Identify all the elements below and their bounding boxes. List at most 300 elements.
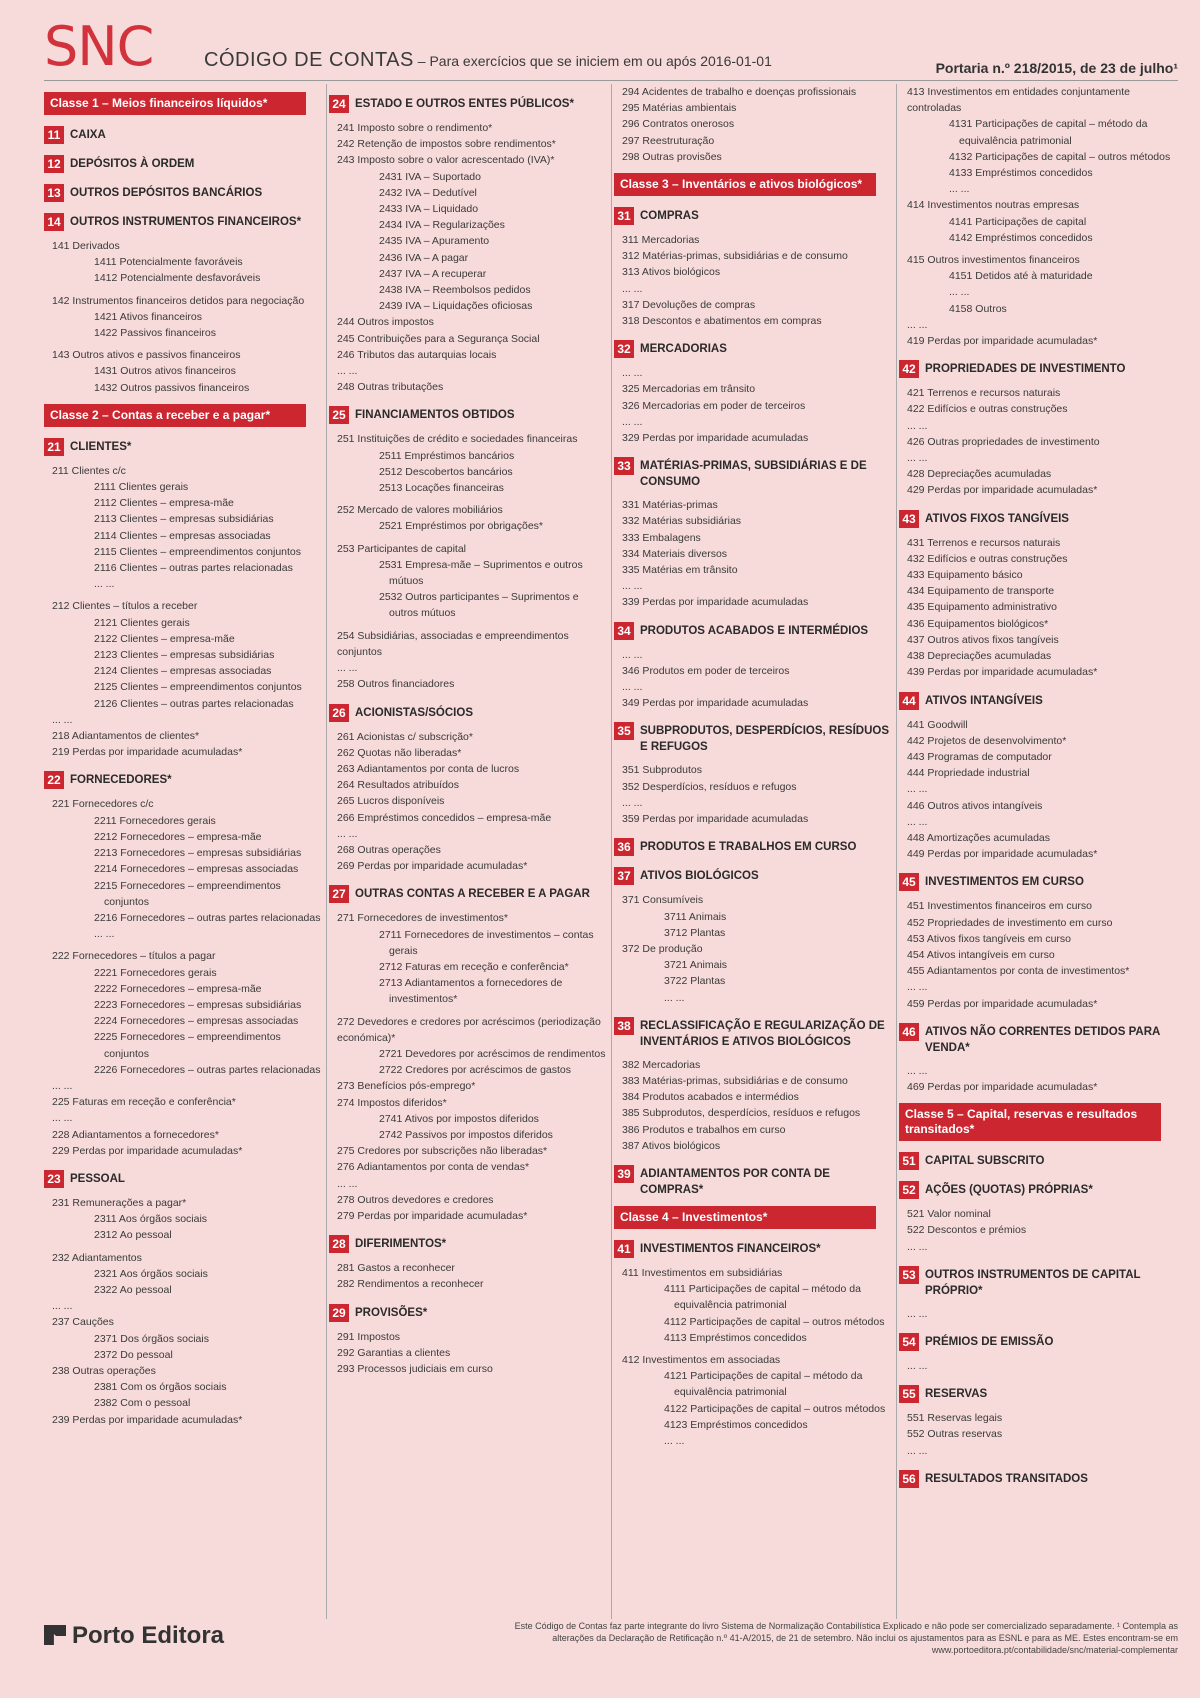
account-item: 419 Perdas por imparidade acumuladas*: [907, 335, 1098, 348]
account-item: 449 Perdas por imparidade acumuladas*: [907, 848, 1098, 861]
account-item: 238 Outras operações: [52, 1364, 156, 1377]
account-item: 278 Outros devedores e credores: [337, 1193, 494, 1206]
subaccount-item: 2112 Clientes – empresa-mãe: [94, 497, 234, 510]
subaccount-item: 4123 Empréstimos concedidos: [664, 1418, 808, 1431]
account-item: 372 De produção: [622, 942, 703, 955]
account-item: 455 Adiantamentos por conta de investimentos*: [907, 965, 1130, 978]
account-number-badge: 28: [329, 1235, 349, 1253]
account-number-badge: 39: [614, 1165, 634, 1183]
subaccount-item: 4111 Participações de capital – método da equivalência patrimonial: [664, 1283, 861, 1312]
subaccount-item: 3721 Animais: [664, 959, 728, 972]
account-heading: [329, 95, 610, 113]
account-heading: [614, 838, 895, 856]
account-item: 281 Gastos a reconhecer: [337, 1262, 455, 1275]
subaccount-item: 2741 Ativos por impostos diferidos: [379, 1112, 539, 1125]
subaccount-item: 2438 IVA – Reembolsos pedidos: [379, 284, 531, 297]
account-number-badge: 43: [899, 510, 919, 528]
account-item: 428 Depreciações acumuladas: [907, 468, 1052, 481]
account-number-badge: 25: [329, 406, 349, 424]
account-item: 469 Perdas por imparidade acumuladas*: [907, 1080, 1098, 1093]
account-item: 439 Perdas por imparidade acumuladas*: [907, 666, 1098, 679]
title-subtitle: – Para exercícios que se iniciem em ou após 2016-01-01: [413, 53, 772, 69]
document-title: [204, 49, 772, 72]
account-heading-label: FORNECEDORES*: [70, 774, 172, 787]
account-item: 386 Produtos e trabalhos em curso: [622, 1123, 786, 1136]
account-heading-label: ATIVOS NÃO CORRENTES DETIDOS PARA VENDA*: [925, 1025, 1160, 1054]
account-item: 212 Clientes – títulos a receber: [52, 600, 198, 613]
account-item: ... ...: [337, 1177, 358, 1190]
account-heading: [899, 510, 1180, 528]
subaccount-item: 2382 Com o pessoal: [94, 1397, 191, 1410]
account-item: 332 Matérias subsidiárias: [622, 515, 742, 528]
account-number-badge: 56: [899, 1470, 919, 1488]
account-item: 433 Equipamento básico: [907, 569, 1023, 582]
account-item: 434 Equipamento de transporte: [907, 585, 1055, 598]
account-heading-label: CAPITAL SUBSCRITO: [925, 1155, 1045, 1168]
account-number-badge: 21: [44, 438, 64, 456]
account-heading-label: INVESTIMENTOS EM CURSO: [925, 876, 1084, 889]
account-number-badge: 12: [44, 155, 64, 173]
account-heading: [899, 873, 1180, 891]
account-item: 454 Ativos intangíveis em curso: [907, 948, 1055, 961]
account-item: 438 Depreciações acumuladas: [907, 650, 1052, 663]
subaccount-item: 2126 Clientes – outras partes relacionadas: [94, 697, 294, 710]
account-item: 412 Investimentos em associadas: [622, 1353, 781, 1366]
account-number-badge: 54: [899, 1333, 919, 1351]
subaccount-item: 3712 Plantas: [664, 926, 726, 939]
account-number-badge: 14: [44, 213, 64, 231]
account-heading: [329, 1235, 610, 1253]
account-number-badge: 22: [44, 771, 64, 789]
account-item: 313 Ativos biológicos: [622, 266, 721, 279]
account-number-badge: 46: [899, 1023, 919, 1041]
account-item: 521 Valor nominal: [907, 1208, 991, 1221]
account-heading: [899, 1023, 1180, 1056]
account-item: 349 Perdas por imparidade acumuladas: [622, 697, 809, 710]
subaccount-item: 2322 Ao pessoal: [94, 1283, 172, 1296]
account-item: 441 Goodwill: [907, 718, 968, 731]
column-3: [614, 84, 895, 1619]
column-divider: [326, 84, 327, 1619]
account-item: ... ...: [907, 815, 928, 828]
subaccount-item: 4141 Participações de capital: [949, 215, 1087, 228]
account-item: 258 Outros financiadores: [337, 678, 455, 691]
account-heading-label: SUBPRODUTOS, DESPERDÍCIOS, RESÍDUOS E REFUGOS: [640, 725, 889, 754]
account-item: 444 Propriedade industrial: [907, 767, 1030, 780]
account-item: 279 Perdas por imparidade acumuladas*: [337, 1209, 528, 1222]
account-item: 265 Lucros disponíveis: [337, 795, 445, 808]
account-item: ... ...: [907, 981, 928, 994]
subaccount-item: 2312 Ao pessoal: [94, 1229, 172, 1242]
class-banner: Classe 3 – Inventários e ativos biológicos*: [614, 173, 876, 196]
subaccount-item: 4112 Participações de capital – outros métodos: [664, 1315, 885, 1328]
account-item: 268 Outras operações: [337, 843, 441, 856]
account-item: ... ...: [907, 1240, 928, 1253]
account-heading-label: PRODUTOS ACABADOS E INTERMÉDIOS: [640, 624, 869, 637]
account-item: 448 Amortizações acumuladas: [907, 831, 1050, 844]
subaccount-item: ... ...: [94, 578, 115, 591]
account-item: 387 Ativos biológicos: [622, 1139, 721, 1152]
subaccount-item: 2222 Fornecedores – empresa-mãe: [94, 982, 262, 995]
account-item: 296 Contratos onerosos: [622, 118, 735, 131]
header-divider: [44, 80, 1178, 81]
account-number-badge: 31: [614, 207, 634, 225]
account-item: 254 Subsidiárias, associadas e empreendimentos conjuntos: [337, 629, 569, 658]
account-number-badge: 51: [899, 1152, 919, 1170]
subaccount-item: 2212 Fornecedores – empresa-mãe: [94, 830, 262, 843]
account-item: 251 Instituições de crédito e sociedades financeiras: [337, 433, 578, 446]
subaccount-item: 1412 Potencialmente desfavoráveis: [94, 272, 261, 285]
subaccount-item: 2742 Passivos por impostos diferidos: [379, 1128, 553, 1141]
account-number-badge: 38: [614, 1017, 634, 1035]
account-item: 317 Devoluções de compras: [622, 298, 756, 311]
account-item: 252 Mercado de valores mobiliários: [337, 504, 503, 517]
account-item: ... ...: [907, 1064, 928, 1077]
subaccount-item: 2123 Clientes – empresas subsidiárias: [94, 649, 275, 662]
account-item: ... ...: [337, 365, 358, 378]
account-number-badge: 26: [329, 704, 349, 722]
subaccount-item: 2432 IVA – Dedutível: [379, 186, 477, 199]
account-item: 229 Perdas por imparidade acumuladas*: [52, 1144, 243, 1157]
account-item: 241 Imposto sobre o rendimento*: [337, 122, 493, 134]
account-item: 271 Fornecedores de investimentos*: [337, 912, 509, 925]
account-number-badge: 35: [614, 722, 634, 740]
account-item: 261 Acionistas c/ subscrição*: [337, 730, 473, 743]
account-heading: [614, 457, 895, 490]
account-item: 415 Outros investimentos financeiros: [907, 254, 1080, 267]
account-item: 222 Fornecedores – títulos a pagar: [52, 950, 216, 963]
subaccount-item: 2439 IVA – Liquidações oficiosas: [379, 300, 533, 313]
account-item: 231 Remunerações a pagar*: [52, 1196, 187, 1209]
account-item: 552 Outras reservas: [907, 1428, 1003, 1441]
publisher-name: Porto Editora: [72, 1622, 225, 1649]
subaccount-item: 4151 Detidos até à maturidade: [949, 270, 1093, 283]
account-number-badge: 53: [899, 1266, 919, 1284]
footer-note: Este Código de Contas faz parte integrante do livro Sistema de Normalização Contabilística Explicado e não pode ser comercializado separadamente. ¹ Contempla as alterações da Declaração de Retificação n.º 41-A/2015, de 21 de setembro. Não inclui os ajustamentos para as ESNL e para as ME. Estes encontram-se em www.portoeditora.pt/contabilidade/snc/material-complementar: [514, 1621, 1178, 1655]
account-item: ... ...: [52, 1300, 73, 1313]
account-number-badge: 23: [44, 1170, 64, 1188]
account-heading-label: ADIANTAMENTOS POR CONTA DE COMPRAS*: [640, 1167, 830, 1196]
account-item: ... ...: [907, 1307, 928, 1320]
subaccount-item: 2224 Fornecedores – empresas associadas: [94, 1015, 299, 1028]
subaccount-item: 2122 Clientes – empresa-mãe: [94, 632, 235, 645]
account-item: 453 Ativos fixos tangíveis em curso: [907, 932, 1071, 945]
subaccount-item: 2116 Clientes – outras partes relacionadas: [94, 562, 293, 575]
account-item: 325 Mercadorias em trânsito: [622, 383, 756, 396]
subaccount-item: 4158 Outros: [949, 302, 1007, 315]
account-heading: [44, 1170, 325, 1188]
subaccount-item: 2721 Devedores por acréscimos de rendimentos: [379, 1047, 606, 1060]
account-item: 422 Edifícios e outras construções: [907, 403, 1068, 416]
account-item: 436 Equipamentos biológicos*: [907, 617, 1049, 630]
account-number-badge: 44: [899, 692, 919, 710]
subaccount-item: 2434 IVA – Regularizações: [379, 219, 505, 232]
subaccount-item: 2532 Outros participantes – Suprimentos e outros mútuos: [379, 591, 579, 620]
account-item: 297 Reestruturação: [622, 134, 715, 147]
account-item: 431 Terrenos e recursos naturais: [907, 536, 1061, 549]
account-heading: [899, 1333, 1180, 1351]
account-heading: [899, 1385, 1180, 1403]
account-number-badge: 45: [899, 873, 919, 891]
account-item: 333 Embalagens: [622, 531, 701, 544]
account-item: 437 Outros ativos fixos tangíveis: [907, 633, 1059, 646]
account-item: 382 Mercadorias: [622, 1058, 701, 1071]
account-number-badge: 24: [329, 95, 349, 113]
account-item: 239 Perdas por imparidade acumuladas*: [52, 1413, 243, 1426]
account-item: 272 Devedores e credores por acréscimos (periodização económica)*: [337, 1015, 601, 1044]
account-item: ... ...: [622, 367, 643, 380]
account-heading-label: ESTADO E OUTROS ENTES PÚBLICOS*: [355, 98, 574, 110]
account-item: 421 Terrenos e recursos naturais: [907, 387, 1061, 400]
account-heading-label: COMPRAS: [640, 210, 699, 223]
subaccount-item: 2513 Locações financeiras: [379, 482, 504, 495]
account-item: 253 Participantes de capital: [337, 542, 466, 555]
account-heading-label: DEPÓSITOS À ORDEM: [70, 158, 195, 170]
subaccount-item: 2115 Clientes – empreendimentos conjuntos: [94, 545, 302, 558]
account-number-badge: 36: [614, 838, 634, 856]
subaccount-item: 2216 Fornecedores – outras partes relacionadas: [94, 911, 321, 924]
account-item: 359 Perdas por imparidade acumuladas: [622, 813, 809, 826]
account-item: 225 Faturas em receção e conferência*: [52, 1096, 236, 1109]
subaccount-item: 4122 Participações de capital – outros métodos: [664, 1402, 886, 1415]
subaccount-item: 2431 IVA – Suportado: [379, 170, 481, 183]
account-item: ... ...: [337, 827, 358, 840]
portaria-reference: Portaria n.º 218/2015, de 23 de julho¹: [935, 60, 1178, 76]
subaccount-item: 1422 Passivos financeiros: [94, 327, 216, 340]
account-heading: [614, 622, 895, 640]
account-heading: [614, 1240, 895, 1258]
subaccount-item: 2223 Fornecedores – empresas subsidiárias: [94, 998, 302, 1011]
account-heading-label: OUTROS DEPÓSITOS BANCÁRIOS: [70, 187, 263, 199]
subaccount-item: 1432 Outros passivos financeiros: [94, 381, 250, 394]
subaccount-item: 2111 Clientes gerais: [94, 481, 189, 494]
column-1: [44, 84, 325, 1619]
subaccount-item: 2124 Clientes – empresas associadas: [94, 665, 272, 678]
account-heading: [899, 1470, 1180, 1488]
account-item: 242 Retenção de impostos sobre rendimentos*: [337, 138, 556, 151]
account-heading: [614, 1165, 895, 1198]
account-item: 346 Produtos em poder de terceiros: [622, 664, 790, 677]
account-item: 446 Outros ativos intangíveis: [907, 799, 1043, 812]
account-item: 263 Adiantamentos por conta de lucros: [337, 762, 520, 775]
account-heading-label: PRODUTOS E TRABALHOS EM CURSO: [640, 841, 857, 854]
subaccount-item: 1411 Potencialmente favoráveis: [94, 256, 243, 269]
subaccount-item: 2371 Dos órgãos sociais: [94, 1332, 209, 1345]
account-item: 329 Perdas por imparidade acumuladas: [622, 432, 809, 445]
account-item: 141 Derivados: [52, 240, 120, 252]
account-item: 295 Matérias ambientais: [622, 102, 737, 115]
account-heading: [44, 438, 325, 456]
subaccount-item: 2214 Fornecedores – empresas associadas: [94, 863, 299, 876]
account-heading: [614, 722, 895, 755]
subaccount-item: 2712 Faturas em receção e conferência*: [379, 960, 569, 973]
account-item: 442 Projetos de desenvolvimento*: [907, 734, 1067, 747]
account-item: ... ...: [907, 318, 928, 331]
subaccount-item: 3722 Plantas: [664, 975, 726, 988]
account-item: ... ...: [622, 796, 643, 809]
account-heading-label: MERCADORIAS: [640, 343, 727, 356]
account-item: 282 Rendimentos a reconhecer: [337, 1278, 484, 1291]
account-item: 218 Adiantamentos de clientes*: [52, 730, 200, 743]
account-number-badge: 29: [329, 1304, 349, 1322]
subaccount-item: 2511 Empréstimos bancários: [379, 449, 515, 462]
account-heading-label: ATIVOS INTANGÍVEIS: [925, 694, 1043, 707]
account-item: ... ...: [622, 580, 643, 593]
account-item: 293 Processos judiciais em curso: [337, 1363, 493, 1375]
account-item: 318 Descontos e abatimentos em compras: [622, 315, 822, 328]
account-item: 331 Matérias-primas: [622, 499, 718, 512]
account-item: 274 Impostos diferidos*: [337, 1096, 447, 1109]
subaccount-item: 4142 Empréstimos concedidos: [949, 231, 1093, 244]
account-item: 275 Credores por subscrições não liberadas*: [337, 1145, 548, 1158]
account-heading: [899, 1266, 1180, 1299]
account-item: 298 Outras provisões: [622, 150, 722, 163]
subaccount-item: 2215 Fornecedores – empreendimentos conjuntos: [94, 879, 281, 908]
account-item: 334 Materiais diversos: [622, 547, 728, 560]
account-heading-label: ATIVOS FIXOS TANGÍVEIS: [925, 512, 1069, 525]
account-item: 414 Investimentos noutras empresas: [907, 199, 1080, 212]
account-item: 237 Cauções: [52, 1316, 114, 1329]
account-item: ... ...: [907, 419, 928, 432]
account-item: ... ...: [52, 1079, 73, 1092]
account-number-badge: 32: [614, 340, 634, 358]
subaccount-item: 2531 Empresa-mãe – Suprimentos e outros mútuos: [379, 558, 583, 588]
account-heading: [44, 155, 325, 173]
account-heading: [899, 1181, 1180, 1199]
brand-logo: SNC: [44, 15, 154, 78]
subaccount-item: ... ...: [664, 991, 685, 1004]
account-heading: [329, 406, 610, 424]
column-4: [899, 84, 1180, 1619]
account-item: ... ...: [622, 415, 643, 428]
subaccount-item: 1431 Outros ativos financeiros: [94, 365, 236, 378]
account-item: 262 Quotas não liberadas*: [337, 746, 462, 759]
account-item: 452 Propriedades de investimento em curso: [907, 916, 1113, 929]
account-number-badge: 13: [44, 184, 64, 202]
account-item: 232 Adiantamentos: [52, 1251, 142, 1264]
account-number-badge: 55: [899, 1385, 919, 1403]
subaccount-item: 4132 Participações de capital – outros métodos: [949, 150, 1171, 163]
account-number-badge: 33: [614, 457, 634, 475]
account-heading-label: PESSOAL: [70, 1172, 125, 1185]
account-item: ... ...: [907, 452, 928, 465]
account-item: 352 Desperdícios, resíduos e refugos: [622, 780, 797, 793]
account-heading: [899, 1152, 1180, 1170]
account-item: 311 Mercadorias: [622, 234, 700, 247]
account-heading: [329, 1304, 610, 1322]
subaccount-item: ... ...: [949, 183, 970, 196]
account-heading-label: RESERVAS: [925, 1388, 988, 1401]
account-item: ... ...: [52, 713, 73, 726]
subaccount-item: 2321 Aos órgãos sociais: [94, 1267, 208, 1280]
account-heading-label: DIFERIMENTOS*: [355, 1238, 447, 1251]
subaccount-item: 2713 Adiantamentos a fornecedores de investimentos*: [379, 977, 563, 1006]
account-item: 339 Perdas por imparidade acumuladas: [622, 596, 809, 609]
subaccount-item: 3711 Animais: [664, 910, 727, 923]
account-item: ... ...: [52, 1112, 73, 1125]
account-heading-label: ACIONISTAS/SÓCIOS: [355, 706, 473, 719]
subaccount-item: 2436 IVA – A pagar: [379, 251, 469, 264]
account-number-badge: 37: [614, 867, 634, 885]
subaccount-item: 2711 Fornecedores de investimentos – contas gerais: [379, 928, 594, 957]
account-item: 426 Outras propriedades de investimento: [907, 435, 1100, 448]
account-heading-label: OUTROS INSTRUMENTOS FINANCEIROS*: [70, 216, 302, 228]
account-heading: [44, 213, 325, 231]
account-item: 143 Outros ativos e passivos financeiros: [52, 349, 241, 362]
account-item: 221 Fornecedores c/c: [52, 798, 154, 811]
account-heading-label: OUTROS INSTRUMENTOS DE CAPITAL PRÓPRIO*: [925, 1268, 1141, 1297]
account-item: 245 Contribuições para a Segurança Social: [337, 332, 540, 345]
subaccount-item: 2121 Clientes gerais: [94, 616, 190, 629]
account-item: 276 Adiantamentos por conta de vendas*: [337, 1161, 530, 1174]
subaccount-item: 2722 Credores por acréscimos de gastos: [379, 1064, 572, 1077]
subaccount-item: 2211 Fornecedores gerais: [94, 814, 216, 827]
account-heading: [44, 126, 325, 144]
subaccount-item: 2225 Fornecedores – empreendimentos conjuntos: [94, 1031, 281, 1060]
account-number-badge: 11: [44, 126, 64, 144]
header: [44, 16, 1178, 78]
account-item: 411 Investimentos em subsidiárias: [622, 1266, 783, 1279]
account-heading-label: ATIVOS BIOLÓGICOS: [640, 870, 759, 883]
account-item: 335 Matérias em trânsito: [622, 564, 738, 577]
publisher-logo: [44, 1622, 224, 1650]
account-heading-label: MATÉRIAS-PRIMAS, SUBSIDIÁRIAS E DE CONSUMO: [640, 460, 867, 489]
account-heading-label: INVESTIMENTOS FINANCEIROS*: [640, 1242, 821, 1255]
account-item: 459 Perdas por imparidade acumuladas*: [907, 997, 1098, 1010]
account-item: ... ...: [907, 1444, 928, 1457]
account-heading: [329, 885, 610, 903]
class-banner: Classe 5 – Capital, reservas e resultados transitados*: [899, 1103, 1161, 1141]
account-heading: [614, 207, 895, 225]
account-heading-label: PROPRIEDADES DE INVESTIMENTO: [925, 363, 1126, 376]
account-item: 292 Garantias a clientes: [337, 1346, 451, 1359]
account-item: 142 Instrumentos financeiros detidos para negociação: [52, 294, 305, 307]
account-item: ... ...: [907, 1359, 928, 1372]
account-heading: [614, 1017, 895, 1050]
account-number-badge: 27: [329, 885, 349, 903]
account-heading-label: RECLASSIFICAÇÃO E REGULARIZAÇÃO DE INVENTÁRIOS E ATIVOS BIOLÓGICOS: [640, 1019, 885, 1048]
column-2: [329, 84, 610, 1619]
subaccount-item: 2213 Fornecedores – empresas subsidiárias: [94, 847, 302, 860]
subaccount-item: 2226 Fornecedores – outras partes relacionadas: [94, 1063, 321, 1076]
account-item: ... ...: [907, 783, 928, 796]
account-heading-label: FINANCIAMENTOS OBTIDOS: [355, 409, 515, 422]
account-item: 443 Programas de computador: [907, 750, 1052, 763]
subaccount-item: 2521 Empréstimos por obrigações*: [379, 520, 544, 533]
account-number-badge: 42: [899, 360, 919, 378]
account-item: ... ...: [622, 648, 643, 661]
subaccount-item: 1421 Ativos financeiros: [94, 310, 202, 323]
class-banner: Classe 1 – Meios financeiros líquidos*: [44, 92, 306, 115]
account-heading: [44, 184, 325, 202]
account-heading-label: OUTRAS CONTAS A RECEBER E A PAGAR: [355, 888, 590, 901]
account-number-badge: 34: [614, 622, 634, 640]
account-item: ... ...: [337, 662, 358, 675]
subaccount-item: 2113 Clientes – empresas subsidiárias: [94, 513, 274, 526]
class-banner: Classe 4 – Investimentos*: [614, 1206, 876, 1229]
subaccount-item: 2221 Fornecedores gerais: [94, 966, 217, 979]
account-item: 291 Impostos: [337, 1330, 401, 1343]
account-heading-label: CAIXA: [70, 129, 106, 141]
publisher-mark-icon: [44, 1625, 66, 1645]
account-item: 264 Resultados atribuídos: [337, 779, 459, 792]
account-item: 384 Produtos acabados e intermédios: [622, 1091, 799, 1104]
account-item: 413 Investimentos em entidades conjuntamente controladas: [907, 86, 1130, 115]
subaccount-item: ... ...: [94, 928, 115, 941]
account-heading: [899, 692, 1180, 710]
account-item: ... ...: [622, 282, 643, 295]
subaccount-item: 2311 Aos órgãos sociais: [94, 1213, 208, 1226]
